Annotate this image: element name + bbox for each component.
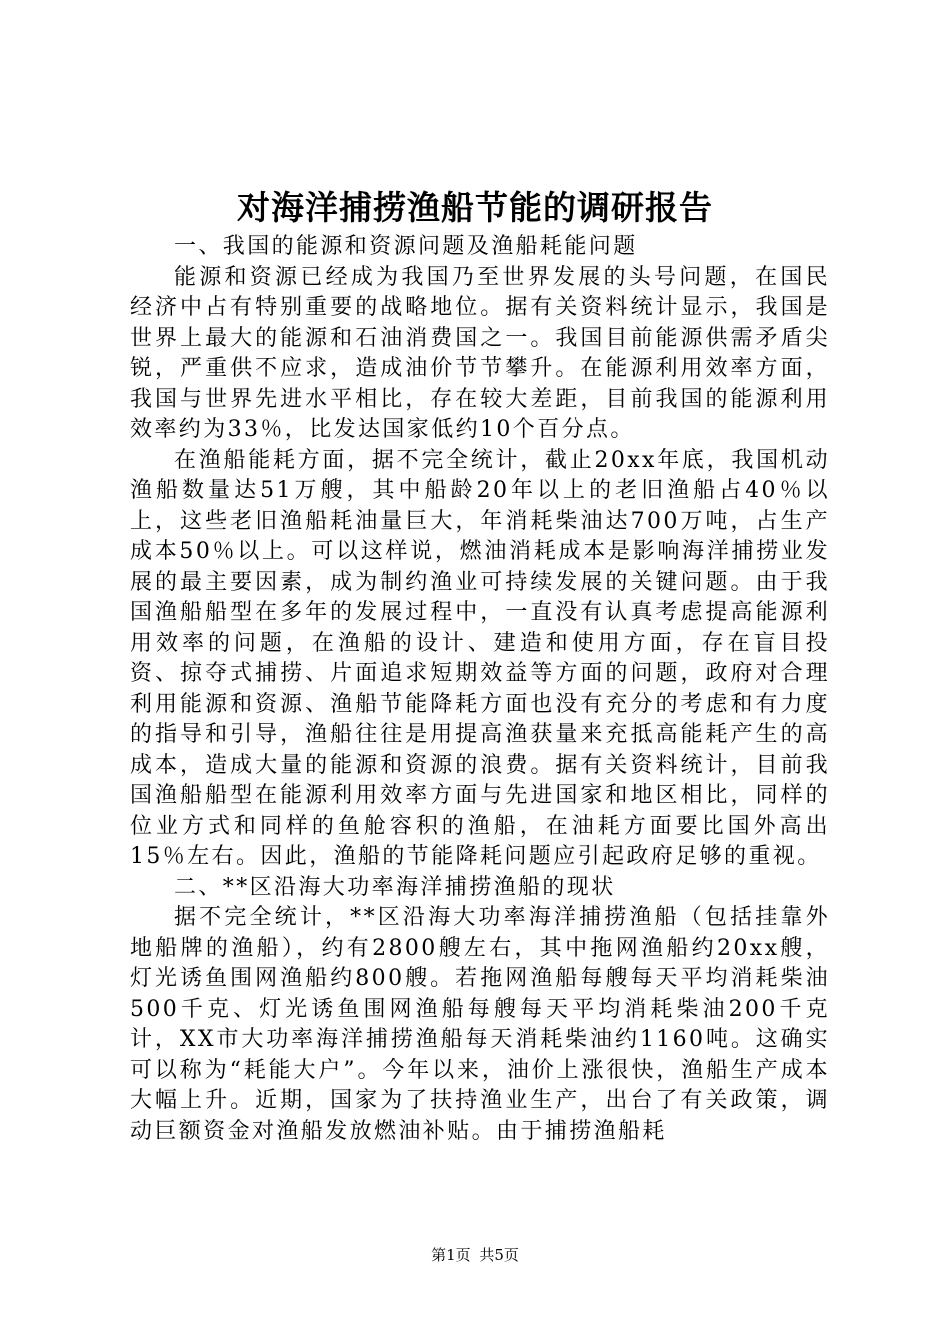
paragraph-energy-resources: 能源和资源已经成为我国乃至世界发展的头号问题，在国民经济中占有特别重要的战略地位。据有关资料统计显示，我国是世界上最大的能源和石油消费国之一。我国目前能源供需矛盾尖锐，严重供不应求，造成油价节节攀升。在能源利用效率方面，我国与世界先进水平相比，存在较大差距，目前我国的能源利用效率约为33％，比发达国家低约10个百分点。 (130, 264, 830, 442)
page-total: 共5页 (479, 1246, 519, 1264)
paragraph-current-status: 据不完全统计，**区沿海大功率海洋捕捞渔船（包括挂靠外地船牌的渔船），约有2800艘左右，其中拖网渔船约20xx艘，灯光诱鱼围网渔船约800艘。若拖网渔船每艘每天平均消耗柴油500千克、灯光诱鱼围网渔船每艘每天平均消耗柴油200千克计，XX市大功率海洋捕捞渔船每天消耗柴油约1160吨。这确实可以称为“耗能大户”。今年以来，油价上涨很快，渔船生产成本大幅上升。近期，国家为了扶持渔业生产，出台了有关政策，调动巨额资金对渔船发放燃油补贴。由于捕捞渔船耗 (130, 905, 830, 1144)
document-body (130, 232, 830, 1147)
paragraph-fishing-vessel-energy: 在渔船能耗方面，据不完全统计，截止20xx年底，我国机动渔船数量达51万艘，其中船龄20年以上的老旧渔船占40％以上，这些老旧渔船耗油量巨大，年消耗柴油达700万吨，占生产成本50％以上。可以这样说，燃油消耗成本是影响海洋捕捞业发展的最主要因素，成为制约渔业可持续发展的关键问题。由于我国渔船船型在多年的发展过程中，一直没有认真考虑提高能源利用效率的问题，在渔船的设计、建造和使用方面，存在盲目投资、掠夺式捕捞、片面追求短期效益等方面的问题，政府对合理利用能源和资源、渔船节能降耗方面也没有充分的考虑和有力度的指导和引导，渔船往往是用提高渔获量来充抵高能耗产生的高成本，造成大量的能源和资源的浪费。据有关资料统计，目前我国渔船船型在能源利用效率方面与先进国家和地区相比，同样的位业方式和同样的鱼舱容积的渔船，在油耗方面要比国外高出15％左右。因此，渔船的节能降耗问题应引起政府足够的重视。 (130, 447, 830, 869)
document-title: 对海洋捕捞渔船节能的调研报告 (237, 188, 713, 227)
page-number: 第1页 (431, 1246, 471, 1264)
section-heading-2: 二、**区沿海大功率海洋捕捞渔船的现状 (174, 874, 616, 900)
section-heading-1: 一、我国的能源和资源问题及渔船耗能问题 (174, 234, 638, 259)
page-footer (0, 1245, 950, 1265)
